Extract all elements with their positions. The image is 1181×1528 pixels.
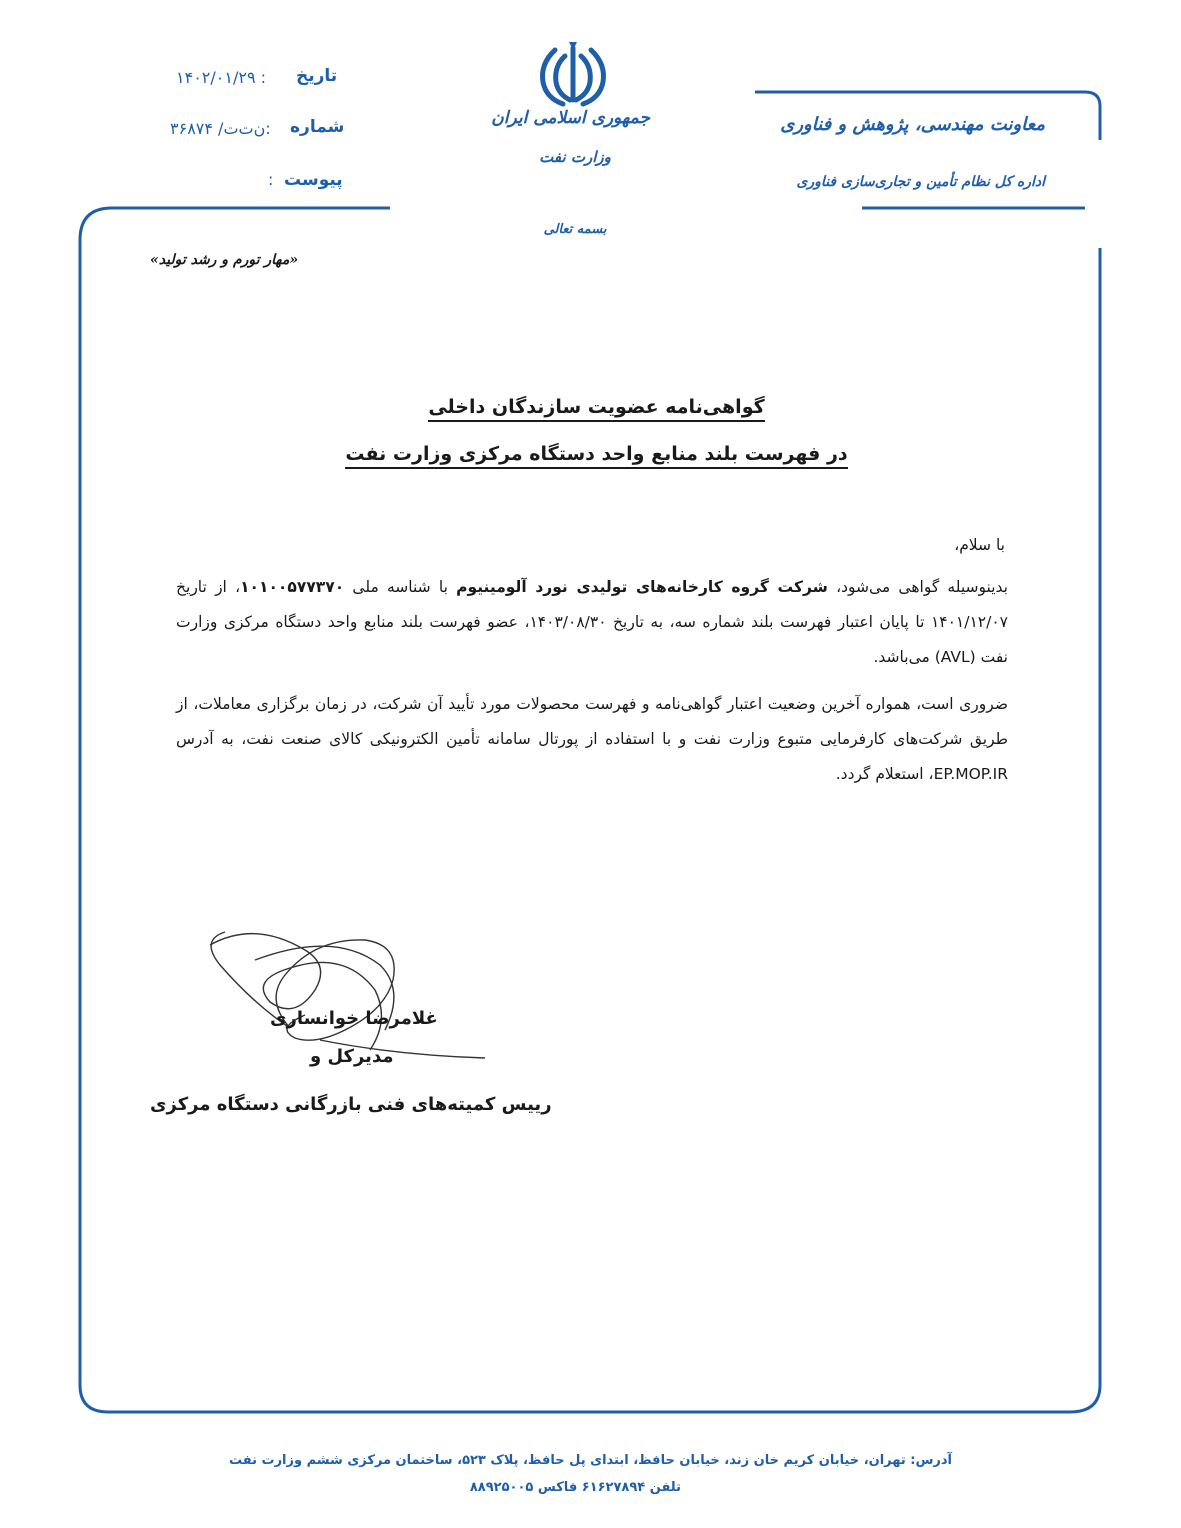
company-name: شرکت گروه کارخانه‌های تولیدی نورد آلومینیوم (456, 578, 828, 596)
attachment-value: : (268, 170, 274, 189)
iran-emblem-icon (538, 38, 608, 108)
attachment-label: پیوست (284, 170, 343, 190)
slogan: «مهار تورم و رشد تولید» (150, 252, 299, 268)
emblem-republic-text: جمهوری اسلامی ایران (491, 108, 650, 128)
national-id: ۱۰۱۰۰۵۷۷۳۷۰ (240, 578, 345, 596)
paragraph-validity: ، از تاریخ ۱۴۰۱/۱۲/۰۷ تا پایان اعتبار فهرست بلند شماره سه، به تاریخ ۱۴۰۳/۰۸/۳۰، عضو فهرست بلند منابع واحد دستگاه مرکزی وزارت نفت (AVL) می‌باشد. (176, 578, 1008, 666)
bismillah: بسمه تعالی (543, 222, 607, 237)
greeting: با سلام، (954, 536, 1005, 554)
signatory-committee: رییس کمیته‌های فنی بازرگانی دستگاه مرکزی (150, 1094, 552, 1115)
paragraph-intro: بدینوسیله گواهی می‌شود، (827, 578, 1008, 596)
footer-address: آدرس: تهران، خیابان کریم خان زند، خیابان حافظ، ابتدای پل حافظ، پلاک ۵۲۳، ساختمان مرکزی ششم وزارت نفت (228, 1453, 953, 1468)
emblem-ministry-text: وزارت نفت (539, 148, 611, 166)
certificate-paragraph (176, 570, 1008, 675)
date-value: : ۱۴۰۲/۰۱/۲۹ (176, 68, 267, 87)
footer-phone: تلفن ۶۱۶۲۷۸۹۴ فاکس ۸۸۹۲۵۰۰۵ (469, 1480, 681, 1495)
inquiry-paragraph: ضروری است، همواره آخرین وضعیت اعتبار گواهی‌نامه و فهرست محصولات مورد تأیید آن شرکت، در زمان برگزاری معاملات، از طریق شرکت‌های کارفرمایی متبوع وزارت نفت و با استفاده از پورتال سامانه تأمین الکترونیکی کالای صنعت نفت، به آدرس EP.MOP.IR، استعلام گردد. (176, 695, 1008, 783)
date-label: تاریخ (296, 66, 338, 86)
signatory-role: مدیرکل و (310, 1046, 394, 1067)
signatory-name: غلامرضا خوانساری (270, 1008, 438, 1029)
number-label: شماره (290, 117, 345, 137)
number-value: :ن‌ت‌ت/ ۳۶۸۷۴ (170, 119, 271, 138)
department-title: معاونت مهندسی، پژوهش و فناوری (780, 114, 1045, 135)
department-subtitle: اداره کل نظام تأمین و تجاری‌سازی فناوری (796, 174, 1045, 190)
certificate-subtitle: در فهرست بلند منابع واحد دستگاه مرکزی وزارت نفت (345, 443, 847, 469)
certificate-title: گواهی‌نامه عضویت سازندگان داخلی (428, 396, 764, 422)
paragraph-id-label: با شناسه ملی (344, 578, 457, 596)
